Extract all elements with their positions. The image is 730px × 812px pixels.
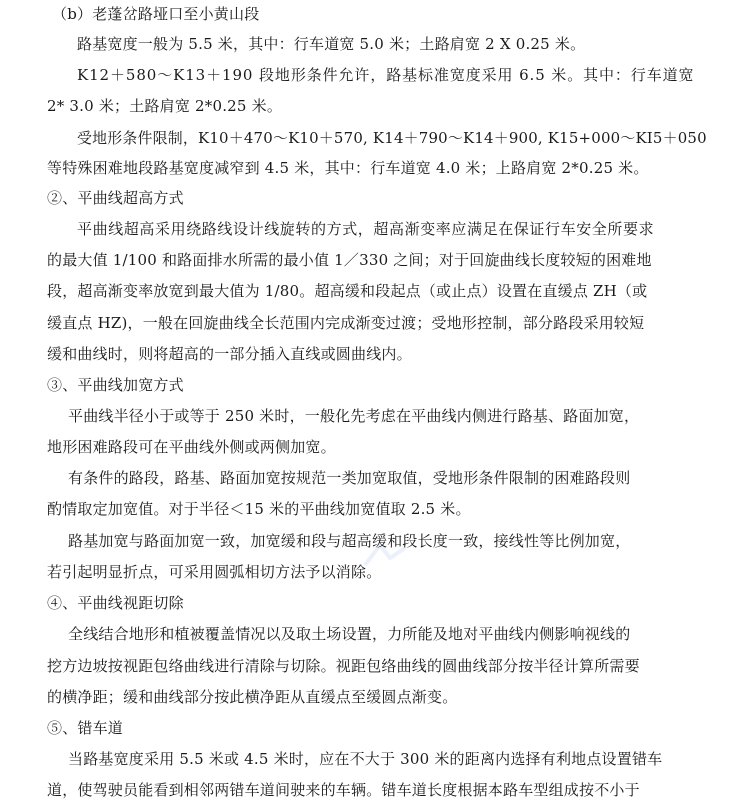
paragraph-line: 酌情取定加宽值。对于半径＜15 米的平曲线加宽值取 2.5 米。 bbox=[47, 500, 471, 518]
paragraph-line: 地形困难路段可在平曲线外侧或两侧加宽。 bbox=[47, 438, 336, 456]
paragraph-line: 缓直点 HZ)，一般在回旋曲线全长范围内完成渐变过渡；受地形控制，部分路段采用较短 bbox=[47, 314, 645, 332]
paragraph-line: 的横净距；缓和曲线部分按此横净距从直缓点至缓圆点渐变。 bbox=[47, 688, 458, 706]
paragraph-line: K12＋580～K13＋190 段地形条件允许，路基标准宽度采用 6.5 米。其中：行车道宽 bbox=[77, 66, 695, 84]
paragraph-line: 缓和曲线时，则将超高的一部分插入直线或圆曲线内。 bbox=[47, 345, 412, 363]
paragraph-line: 当路基宽度采用 5.5 米或 4.5 米时，应在不大于 300 米的距离内选择有利地点设置错车 bbox=[68, 750, 663, 768]
paragraph-line: 全线结合地形和植被覆盖情况以及取土场设置，力所能及地对平曲线内侧影响视线的 bbox=[68, 625, 631, 643]
paragraph-line: 有条件的路段，路基、路面加宽按规范一类加宽取值，受地形条件限制的困难路段则 bbox=[68, 469, 631, 487]
paragraph-line: 路基加宽与路面加宽一致，加宽缓和段与超高缓和段长度一致，接线性等比例加宽， bbox=[68, 532, 631, 550]
section-heading-2: ②、平曲线超高方式 bbox=[47, 189, 184, 207]
paragraph-line: 道，使驾驶员能看到相邻两错车道间驶来的车辆。错车道长度根据本路车型组成按不小于 bbox=[47, 781, 640, 799]
paragraph-line: 的最大值 1/100 和路面排水所需的最小值 1／330 之间；对于回旋曲线长度较短的困难地 bbox=[47, 251, 652, 269]
paragraph-line: 段，超高渐变率放宽到最大值为 1/80。超高缓和段起点（或止点）设置在直缓点 ZH（或 bbox=[47, 282, 648, 300]
section-heading-5: ⑤、错车道 bbox=[47, 719, 124, 737]
paragraph-line: 等特殊困难地段路基宽度减窄到 4.5 米，其中：行车道宽 4.0 米；上路肩宽 2*0.25 米。 bbox=[47, 159, 649, 177]
paragraph-line: 2* 3.0 米；土路肩宽 2*0.25 米。 bbox=[47, 97, 283, 115]
paragraph-line: 挖方边坡按视距包络曲线进行清除与切除。视距包络曲线的圆曲线部分按半径计算所需要 bbox=[47, 657, 640, 675]
section-heading-3: ③、平曲线加宽方式 bbox=[47, 376, 184, 394]
paragraph-line: 若引起明显折点，可采用圆弧相切方法予以消除。 bbox=[47, 563, 382, 581]
paragraph-line: 受地形条件限制，K10＋470～K10＋570, K14＋790～K14＋900, K15+000～KI5＋050 bbox=[77, 129, 707, 147]
paragraph-line: 路基宽度一般为 5.5 米，其中：行车道宽 5.0 米；土路肩宽 2 X 0.25 米。 bbox=[77, 35, 586, 53]
paragraph-line: 平曲线超高采用绕路线设计线旋转的方式，超高渐变率应满足在保证行车安全所要求 bbox=[77, 220, 655, 238]
paragraph-line: 平曲线半径小于或等于 250 米时，一般化先考虑在平曲线内侧进行路基、路面加宽， bbox=[68, 407, 640, 425]
section-heading-4: ④、平曲线视距切除 bbox=[47, 594, 184, 612]
section-heading-b: （b）老蓬岔路垭口至小黄山段 bbox=[52, 5, 260, 23]
